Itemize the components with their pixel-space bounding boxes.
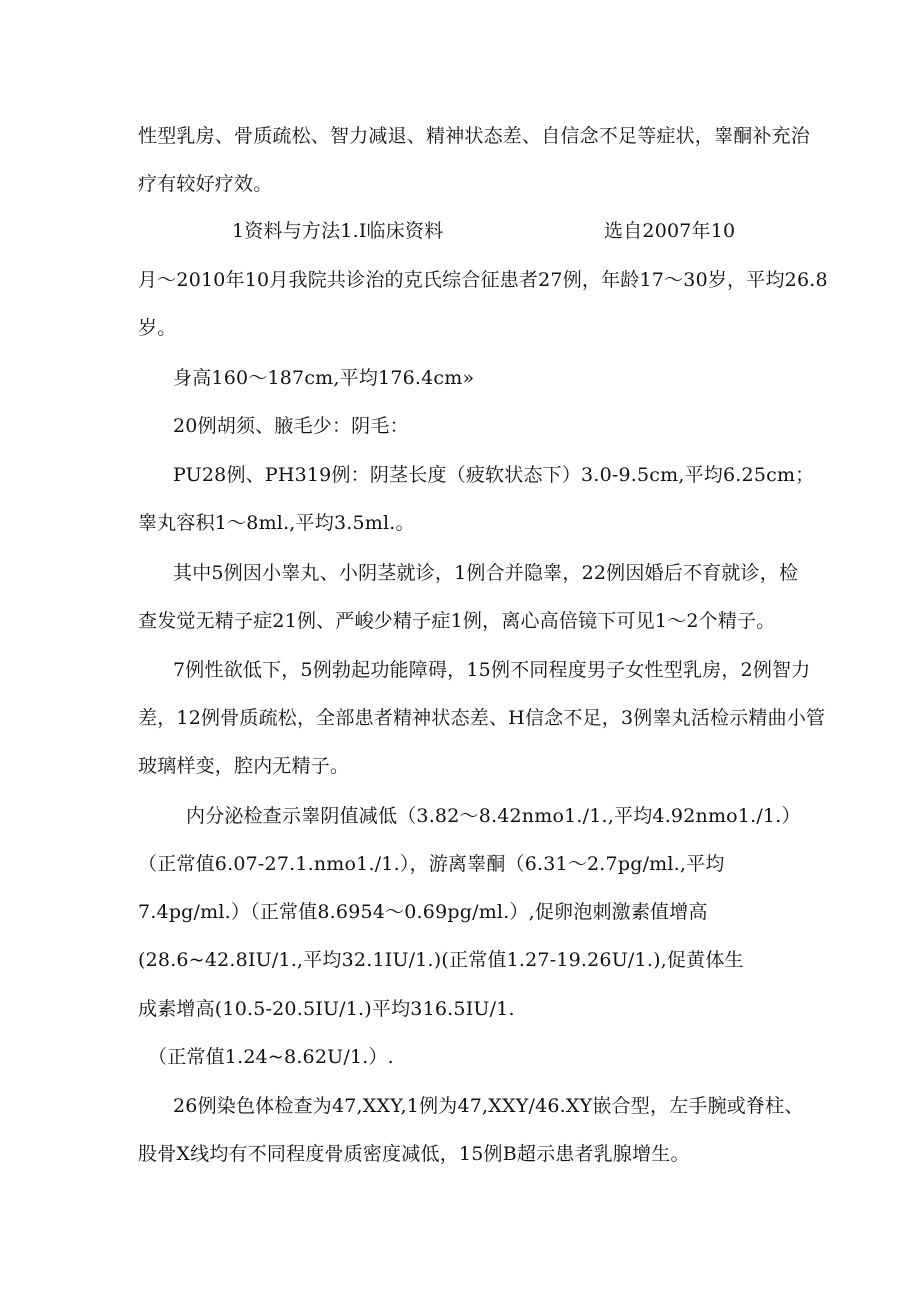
text-line-19: (28.6~42.8IU/1.,平均32.1IU/1.)(正常值1.27-19.26U/1.),促黄体生 xyxy=(138,949,744,971)
text-line-height: 身高160～187cm,平均176.4cm» xyxy=(173,367,475,389)
text-line-5: 月～2010年10月我院共诊治的克氏综合征患者27例，年龄17～30岁，平均26.8 xyxy=(138,269,828,291)
text-line-2: 疗有较好疗效。 xyxy=(138,173,273,195)
text-line-16: 内分泌检查示睾阴值减低（3.82～8.42nmo1./1.,平均4.92nmo1./1.） xyxy=(186,805,801,827)
text-line-date-start: 选自2007年10 xyxy=(604,220,736,242)
text-line-6: 岁。 xyxy=(138,317,177,339)
text-line-11: 其中5例因小睾丸、小阴茎就诊，1例合并隐睾，22例因婚后不育就诊，检 xyxy=(173,562,799,584)
text-line-1: 性型乳房、骨质疏松、智力减退、精神状态差、自信念不足等症状，睾酮补充治 xyxy=(138,125,811,147)
text-line-pubic: PU28例、PH319例：阴茎长度（疲软状态下）3.0-9.5cm,平均6.25cm； xyxy=(173,464,815,486)
text-line-18: 7.4pg/ml.）（正常值8.6954～0.69pg/ml.）,促卵泡刺激素值增高 xyxy=(138,901,708,923)
text-line-14: 差，12例骨质疏松，全部患者精神状态差、H信念不足，3例睾丸活检示精曲小管 xyxy=(138,707,826,729)
text-line-15: 玻璃样变，腔内无精子。 xyxy=(138,755,350,777)
text-line-17: （正常值6.07-27.1.nmo1./1.），游离睾酮（6.31～2.7pg/ml.,平均 xyxy=(138,853,725,875)
text-line-22: 26例染色体检查为47,XXY,1例为47,XXY/46.XY嵌合型，左手腕或脊柱、 xyxy=(173,1095,804,1117)
text-line-21: （正常值1.24~8.62U/1.）. xyxy=(148,1046,394,1068)
text-line-hair: 20例胡须、腋毛少：阴毛： xyxy=(173,415,409,437)
text-line-13: 7例性欲低下，5例勃起功能障碍，15例不同程度男子女性型乳房，2例智力 xyxy=(173,659,811,681)
text-line-12: 查发觉无精子症21例、严峻少精子症1例，离心高倍镜下可见1～2个精子。 xyxy=(138,610,776,632)
section-heading: 1资料与方法1.I临床资料 xyxy=(232,220,444,242)
text-line-testis-volume: 睾丸容积1～8ml.,平均3.5ml.。 xyxy=(138,512,415,534)
text-line-23: 股骨X线均有不同程度骨质密度减低，15例B超示患者乳腺增生。 xyxy=(138,1143,690,1165)
text-line-20: 成素增高(10.5-20.5IU/1.)平均316.5IU/1. xyxy=(138,998,515,1020)
